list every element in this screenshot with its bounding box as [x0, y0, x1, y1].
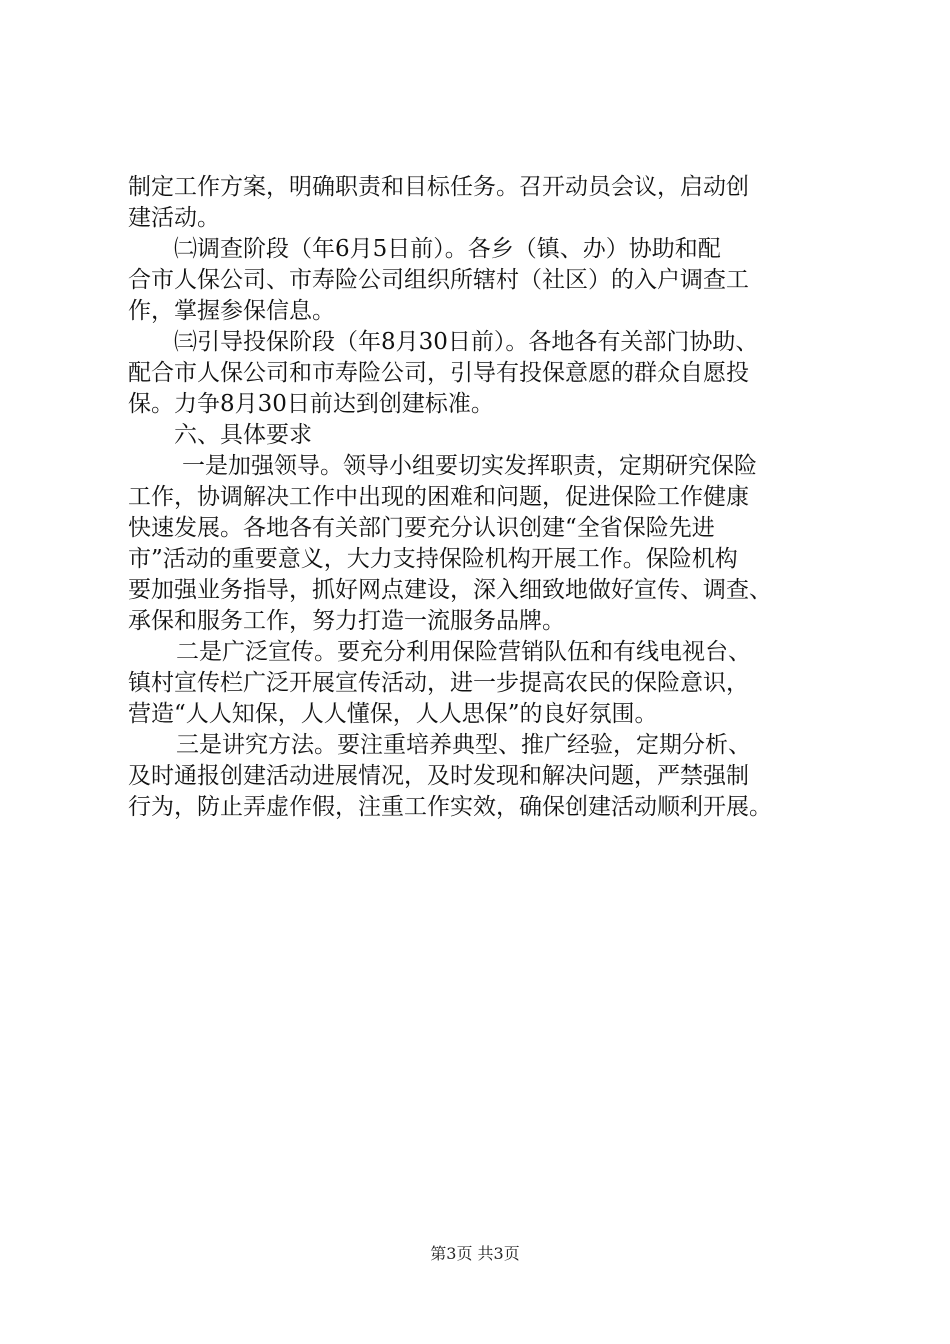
text-line: 保。力争8月30日前达到创建标准。: [128, 391, 494, 417]
text-line: 市”活动的重要意义，大力支持保险机构开展工作。保险机构: [128, 546, 738, 572]
page-number: 第3页 共3页: [430, 1244, 520, 1263]
text-line: 制定工作方案，明确职责和目标任务。召开动员会议，启动创: [128, 174, 749, 200]
text-line: 快速发展。各地各有关部门要充分认识创建“全省保险先进: [128, 515, 715, 541]
text-line: 承保和服务工作，努力打造一流服务品牌。: [128, 608, 565, 634]
text-line: 营造“人人知保，人人懂保，人人思保”的良好氛围。: [128, 701, 658, 727]
text-line: 二是广泛宣传。要充分利用保险营销队伍和有线电视台、: [176, 639, 751, 665]
text-line: 三是讲究方法。要注重培养典型、推广经验，定期分析、: [176, 732, 751, 758]
text-line: ㈡调查阶段（年6月5日前）。各乡（镇、办）协助和配: [174, 236, 721, 262]
document-body: [128, 172, 838, 823]
text-line: 工作，协调解决工作中出现的困难和问题，促进保险工作健康: [128, 484, 749, 510]
section-heading: 六、具体要求: [174, 422, 312, 448]
text-line: 一是加强领导。领导小组要切实发挥职责，定期研究保险: [182, 453, 757, 479]
page-footer: [0, 1244, 950, 1264]
text-line: ㈢引导投保阶段（年8月30日前）。各地各有关部门协助、: [174, 329, 759, 355]
text-line: 合市人保公司、市寿险公司组织所辖村（社区）的入户调查工: [128, 267, 749, 293]
text-line: 行为，防止弄虚作假，注重工作实效，确保创建活动顺利开展。: [128, 794, 772, 820]
text-line: 配合市人保公司和市寿险公司，引导有投保意愿的群众自愿投: [128, 360, 749, 386]
text-line: 及时通报创建活动进展情况，及时发现和解决问题，严禁强制: [128, 763, 749, 789]
text-line: 要加强业务指导，抓好网点建设，深入细致地做好宣传、调查、: [128, 577, 772, 603]
text-line: 作，掌握参保信息。: [128, 298, 335, 324]
text-line: 建活动。: [128, 205, 220, 231]
text-line: 镇村宣传栏广泛开展宣传活动，进一步提高农民的保险意识，: [128, 670, 749, 696]
